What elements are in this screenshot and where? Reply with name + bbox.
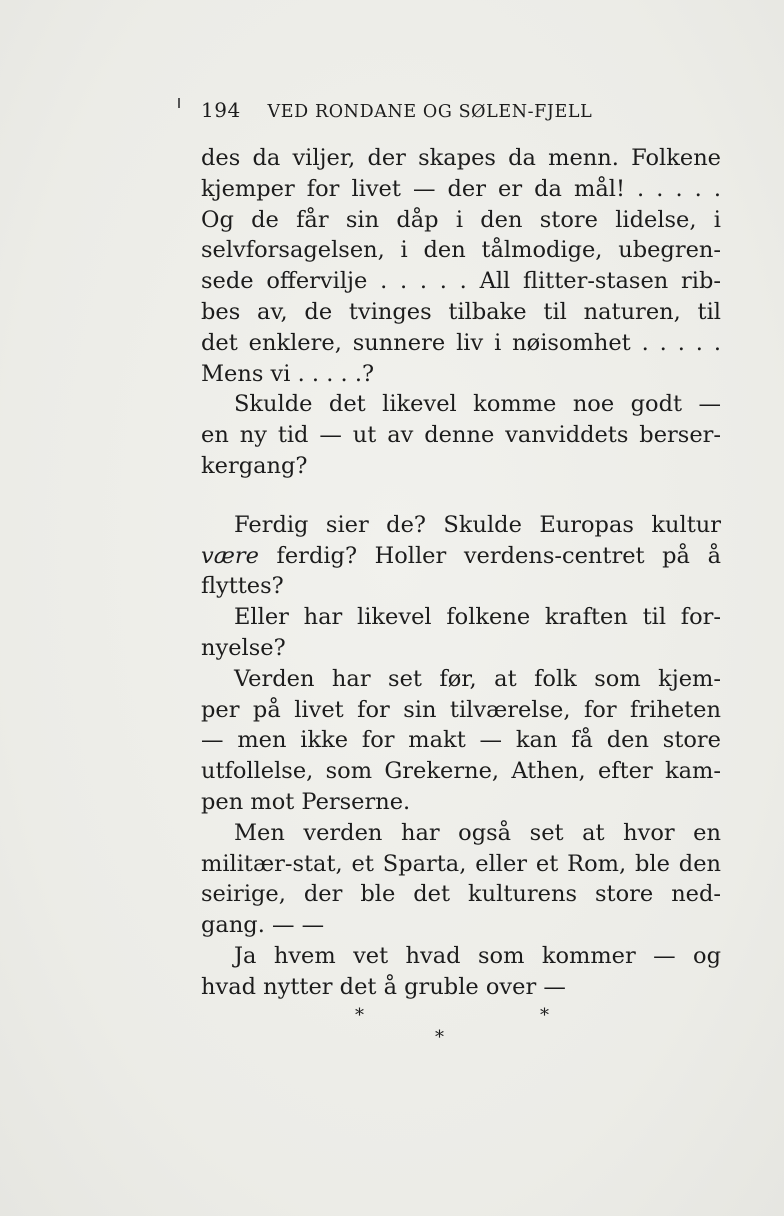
margin-mark (178, 98, 180, 108)
text-line: — men ikke for makt — kan få den store (201, 727, 721, 754)
text-line: Verden har set før, at folk som kjem- (234, 665, 721, 692)
text-line: des da viljer, der skapes da menn. Folkene (201, 145, 721, 171)
text-line: Mens vi . . . . .? (201, 360, 375, 387)
text-line-italic (201, 541, 721, 572)
asterisk-icon: * (355, 1005, 364, 1026)
text-line: selvforsagelsen, i den tålmodige, ubegren- (201, 237, 721, 264)
text-line: nyelse? (201, 634, 286, 661)
text-line: gang. — — (201, 912, 325, 939)
running-title: VED RONDANE OG SØLEN-FJELL (267, 102, 593, 122)
text-line: det enklere, sunnere liv i nøisomhet . . . . . (201, 329, 721, 356)
section-ornament (340, 1005, 580, 1055)
text-line: Eller har likevel folkene kraften til for- (234, 604, 721, 631)
text-line: Og de får sin dåp i den store lidelse, i (201, 206, 721, 233)
text-line: sede offervilje . . . . . All flitter-stasen rib- (201, 268, 721, 295)
paragraph-gap (201, 482, 721, 510)
asterisk-icon: * (540, 1005, 549, 1026)
italic-word: være (201, 542, 259, 569)
text-line: Ja hvem vet hvad som kommer — og (234, 942, 721, 969)
text-line: kergang? (201, 452, 308, 479)
text-line: bes av, de tvinges tilbake til naturen, til (201, 298, 721, 325)
text-line: Skulde det likevel komme noe godt — (234, 391, 721, 418)
page-number: 194 (201, 98, 241, 122)
asterisk-icon: * (435, 1027, 444, 1048)
text-line: militær-stat, et Sparta, eller et Rom, ble den (201, 850, 721, 877)
text-line: kjemper for livet — der er da mål! . . . . . (201, 175, 721, 202)
text-line: per på livet for sin tilværelse, for friheten (201, 696, 721, 723)
text-line: Ferdig sier de? Skulde Europas kultur (234, 511, 721, 538)
text-line: hvad nytter det å gruble over — (201, 973, 566, 1000)
text-line: Men verden har også set at hvor en (234, 819, 721, 846)
text-line: pen mot Perserne. (201, 788, 411, 815)
running-header (201, 98, 641, 128)
text-line: en ny tid — ut av denne vanviddets berser- (201, 422, 721, 449)
text-line: utfollelse, som Grekerne, Athen, efter kam- (201, 758, 721, 785)
text-fragment: ferdig? Holler verdens-centret på å (258, 542, 721, 569)
text-line: flyttes? (201, 573, 284, 600)
body-text (201, 143, 721, 1003)
text-line: seirige, der ble det kulturens store ned- (201, 881, 721, 908)
